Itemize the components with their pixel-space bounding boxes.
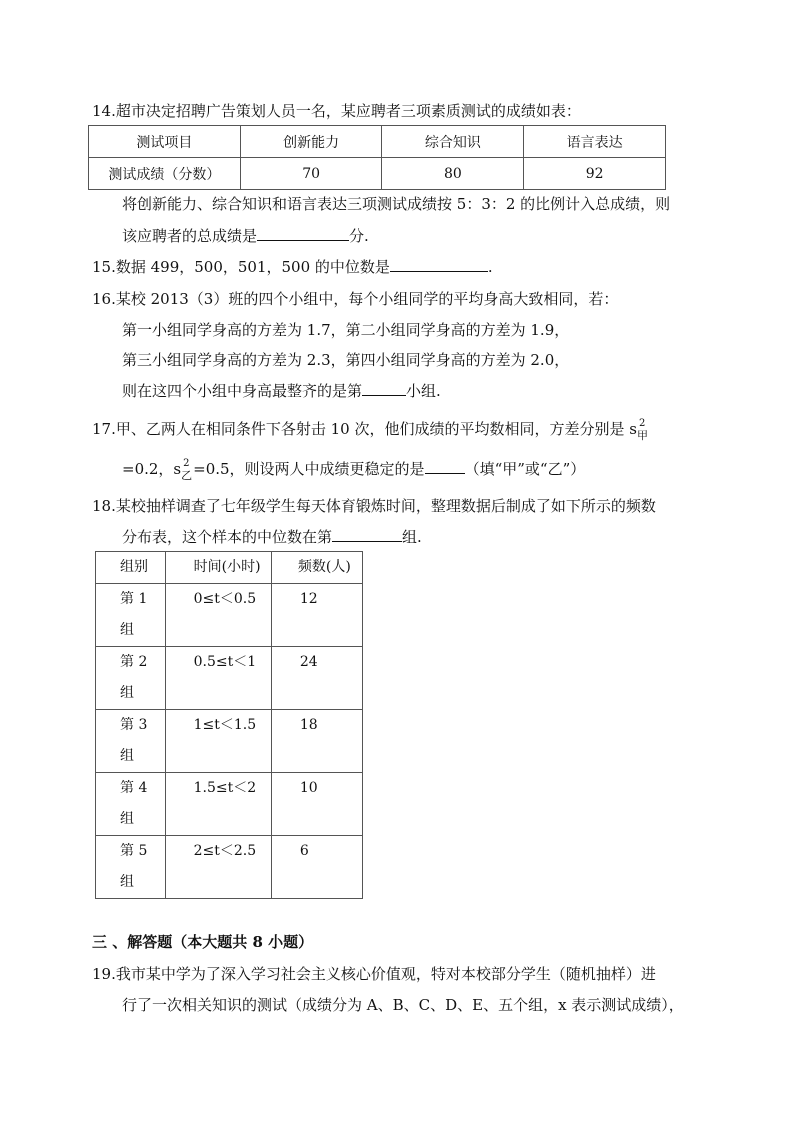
q14-line3-end: 分. — [349, 227, 369, 245]
q14-line3-text: 该应聘者的总成绩是 — [122, 227, 258, 245]
group-label: 组 — [120, 811, 134, 827]
q16-line4 — [122, 381, 441, 401]
group-label: 第 3 — [120, 717, 148, 733]
group-label: 组 — [120, 748, 134, 764]
table-header-cell: 语言表达 — [524, 126, 666, 158]
q14-line2: 将创新能力、综合知识和语言表达三项测试成绩按 5：3：2 的比例计入总成绩，则 — [122, 195, 671, 213]
table-row — [89, 158, 666, 190]
table-cell — [96, 710, 166, 773]
q18-line2-end: 组. — [402, 528, 422, 546]
table-cell — [96, 584, 166, 647]
table-cell: 18 — [271, 710, 362, 773]
q15-end: . — [487, 258, 493, 276]
q17-line2-mid: =0.5，则设两人中成绩更稳定的是 — [193, 460, 425, 478]
table-cell: 1.5≤t＜2 — [165, 773, 271, 836]
table-cell: 24 — [271, 647, 362, 710]
table-header-cell: 时间(小时) — [165, 552, 271, 584]
answer-blank — [390, 257, 488, 272]
answer-blank — [332, 527, 402, 542]
subscript: 甲 — [636, 429, 648, 442]
q17-line2-end: （填“甲”或“乙”） — [464, 460, 586, 478]
q15-text: 15.数据 499，500，501，500 的中位数是 — [92, 258, 390, 276]
subscript: 乙 — [181, 469, 193, 482]
variance-subscript — [181, 460, 193, 480]
group-label: 组 — [120, 685, 134, 701]
table-row — [96, 836, 363, 899]
q17-line1-text: 17.甲、乙两人在相同条件下各射击 10 次，他们成绩的平均数相同，方差分别是 s — [92, 420, 637, 438]
table-cell: 0≤t＜0.5 — [165, 584, 271, 647]
table-cell: 6 — [271, 836, 362, 899]
table-cell: 80 — [382, 158, 524, 190]
group-label: 组 — [120, 874, 134, 890]
answer-blank — [257, 226, 349, 241]
table-cell — [96, 647, 166, 710]
group-label: 第 2 — [120, 654, 148, 670]
table-row — [96, 773, 363, 836]
table-header-row — [96, 552, 363, 584]
superscript: 2 — [638, 418, 646, 429]
q18-line2-text: 分布表，这个样本的中位数在第 — [122, 528, 333, 546]
q19-line2: 行了一次相关知识的测试（成绩分为 A、B、C、D、E、五个组，x 表示测试成绩）， — [122, 996, 684, 1014]
q16-line1: 16.某校 2013（3）班的四个小组中，每个小组同学的平均身高大致相同，若： — [92, 290, 619, 308]
q15-line — [92, 257, 493, 277]
group-label: 第 1 — [120, 591, 148, 607]
table-cell: 测试成绩（分数） — [89, 158, 241, 190]
table-cell: 12 — [271, 584, 362, 647]
table-header-cell: 测试项目 — [89, 126, 241, 158]
q17-line1 — [92, 419, 649, 440]
q16-line3: 第三小组同学身高的方差为 2.3，第四小组同学身高的方差为 2.0， — [122, 351, 570, 369]
table-cell: 0.5≤t＜1 — [165, 647, 271, 710]
q17-line2-text: =0.2，s — [122, 460, 182, 478]
table-header-cell: 综合知识 — [382, 126, 524, 158]
q16-line4-text: 则在这四个小组中身高最整齐的是第 — [122, 382, 363, 400]
q18-line1: 18.某校抽样调查了七年级学生每天体育锻炼时间，整理数据后制成了如下所示的频数 — [92, 497, 656, 515]
table-cell: 70 — [240, 158, 382, 190]
table-header-cell: 创新能力 — [240, 126, 382, 158]
q19-line1: 19.我市某中学为了深入学习社会主义核心价值观，特对本校部分学生（随机抽样）进 — [92, 965, 656, 983]
group-label: 组 — [120, 622, 134, 638]
q18-line2 — [122, 527, 422, 547]
table-cell — [96, 773, 166, 836]
answer-blank — [362, 381, 406, 396]
q14-line3 — [122, 226, 369, 246]
table-row — [96, 710, 363, 773]
q16-line2: 第一小组同学身高的方差为 1.7，第二小组同学身高的方差为 1.9， — [122, 321, 570, 339]
group-label: 第 5 — [120, 843, 148, 859]
table-row — [96, 584, 363, 647]
q17-line2 — [122, 459, 585, 480]
table-header-cell: 频数(人) — [271, 552, 362, 584]
group-label: 第 4 — [120, 780, 148, 796]
table-cell: 2≤t＜2.5 — [165, 836, 271, 899]
table-row — [96, 647, 363, 710]
variance-subscript — [637, 420, 649, 440]
table-cell — [96, 836, 166, 899]
table-header-row — [89, 126, 666, 158]
q14-score-table — [88, 125, 666, 190]
answer-blank — [425, 459, 465, 474]
section-heading: 三 、解答题（本大题共 8 小题） — [92, 933, 314, 951]
table-cell: 10 — [271, 773, 362, 836]
table-header-cell: 组别 — [96, 552, 166, 584]
superscript: 2 — [183, 458, 190, 469]
q18-frequency-table — [95, 551, 363, 899]
q16-line4-end: 小组. — [406, 382, 441, 400]
table-cell: 1≤t＜1.5 — [165, 710, 271, 773]
q14-intro: 14.超市决定招聘广告策划人员一名，某应聘者三项素质测试的成绩如表： — [92, 102, 581, 120]
table-cell: 92 — [524, 158, 666, 190]
